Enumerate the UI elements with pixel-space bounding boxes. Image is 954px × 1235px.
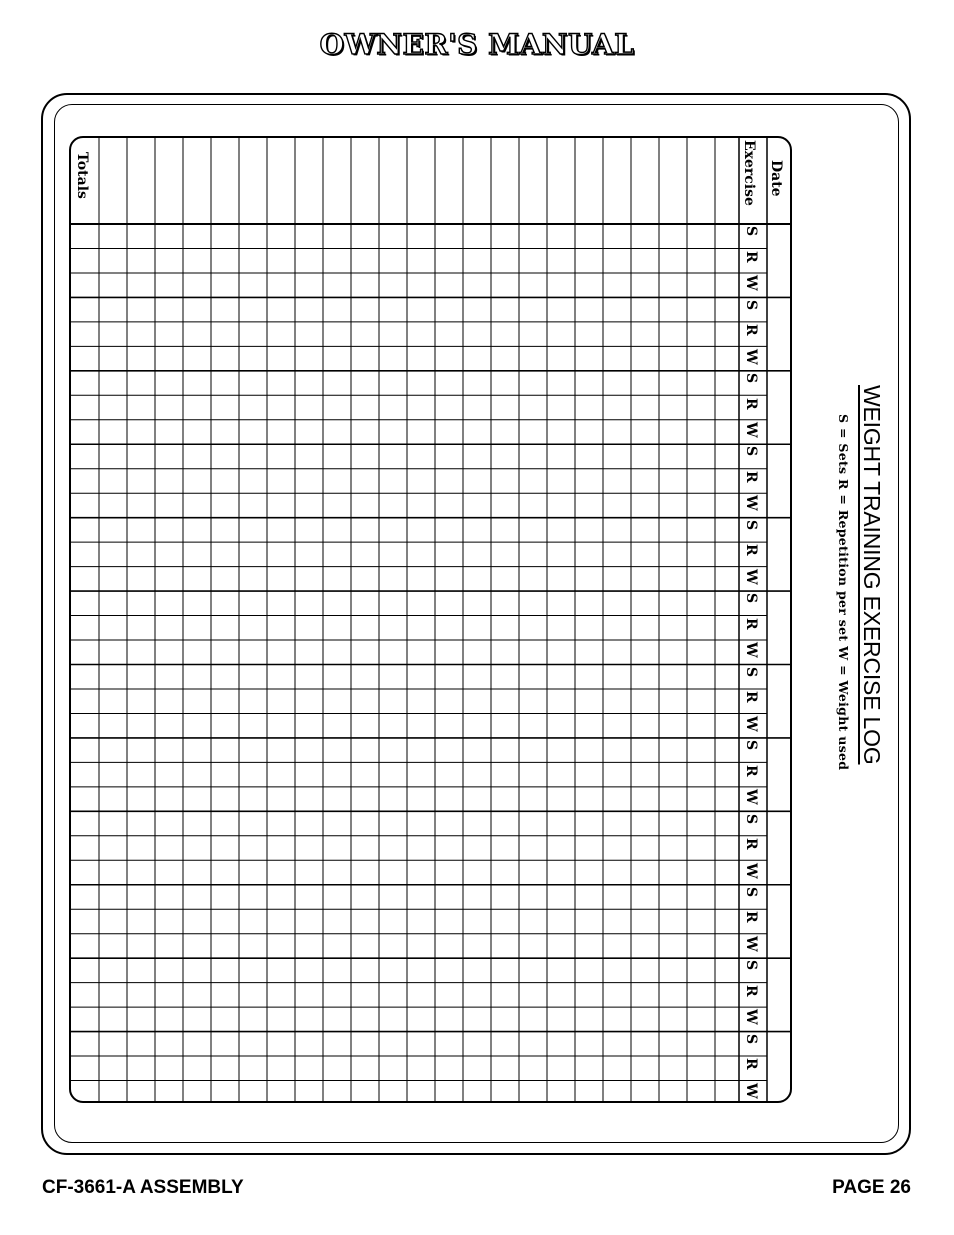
row-label-w: W — [743, 422, 759, 438]
row-label-s: S — [743, 519, 759, 531]
row-label-s: S — [743, 1033, 759, 1044]
exercise-log-grid — [69, 136, 792, 1103]
grid-lines — [71, 138, 792, 1103]
row-label-r: R — [743, 691, 759, 703]
row-label-s: S — [743, 373, 759, 384]
log-legend: S = Sets R = Repetition per set W = Weight used — [836, 414, 851, 771]
row-label-r: R — [743, 984, 759, 997]
exercise-column-header: Exercise — [741, 140, 757, 206]
footer-page-number: PAGE 26 — [832, 1177, 911, 1198]
row-label-w: W — [743, 348, 759, 365]
row-label-s: S — [743, 960, 759, 971]
log-title: WEIGHT TRAINING EXERCISE LOG — [859, 385, 885, 765]
footer-model: CF-3661-A ASSEMBLY — [42, 1177, 244, 1198]
row-label-s: S — [743, 446, 759, 457]
row-label-r: R — [743, 911, 759, 924]
row-label-r: R — [743, 397, 759, 410]
row-label-r: R — [743, 250, 759, 263]
date-column-header: Date — [768, 160, 784, 197]
row-label-r: R — [743, 544, 759, 557]
row-label-w: W — [743, 862, 759, 879]
row-label-w: W — [743, 642, 759, 658]
row-label-w: W — [743, 789, 759, 805]
row-label-w: W — [743, 1009, 759, 1026]
row-label-w: W — [743, 1082, 759, 1099]
row-label-w: W — [743, 935, 759, 952]
totals-column-header: Totals — [74, 152, 90, 199]
row-label-s: S — [743, 299, 759, 310]
row-label-w: W — [743, 275, 759, 291]
row-label-s: S — [743, 740, 759, 751]
row-label-s: S — [743, 593, 759, 604]
row-label-r: R — [743, 324, 759, 336]
row-label-s: S — [743, 226, 759, 237]
row-label-w: W — [743, 715, 759, 732]
row-label-r: R — [743, 764, 759, 777]
row-label-r: R — [743, 470, 759, 483]
row-label-r: R — [743, 1058, 759, 1070]
row-label-s: S — [743, 813, 759, 824]
row-label-r: R — [743, 617, 759, 630]
row-label-s: S — [743, 666, 759, 677]
row-label-s: S — [743, 886, 759, 898]
page-title: OWNER'S MANUAL — [319, 28, 635, 61]
row-label-w: W — [743, 495, 759, 512]
row-label-w: W — [743, 568, 759, 585]
row-label-r: R — [743, 838, 759, 850]
